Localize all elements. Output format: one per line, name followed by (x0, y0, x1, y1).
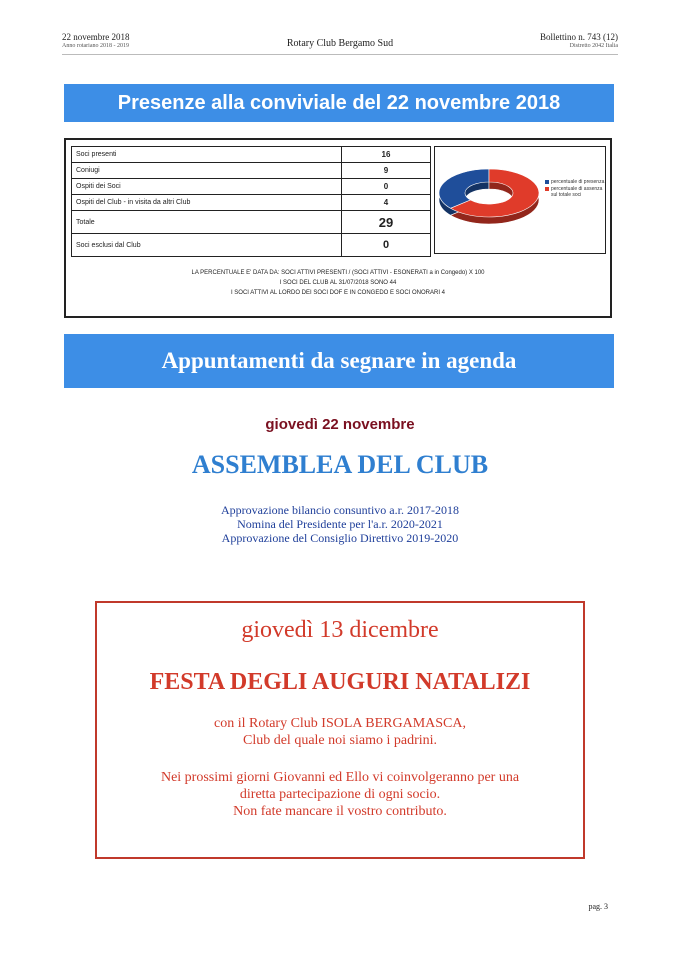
row-label: Ospiti del Club - in visita da altri Club (72, 195, 342, 211)
header-date: 22 novembre 2018 (62, 32, 130, 42)
event1-title: ASSEMBLEA DEL CLUB (191, 450, 489, 479)
row-label: Coniugi (72, 163, 342, 179)
chart-legend (545, 179, 605, 199)
row-label: Ospiti dei Soci (72, 179, 342, 195)
event2-line: con il Rotary Club ISOLA BERGAMASCA, (213, 716, 466, 731)
event1-line: Approvazione bilancio consuntivo a.r. 2017-2018 (221, 503, 459, 517)
table-row (72, 211, 431, 234)
row-value: 9 (342, 163, 431, 179)
event1-line: Nomina del Presidente per l'a.r. 2020-2021 (237, 517, 443, 531)
event1-details (0, 503, 680, 545)
note-line: I SOCI ATTIVI AL LORDO DEI SOCI DOF E IN CONGEDO E SOCI ONORARI 4 (230, 290, 446, 296)
donut-chart (437, 153, 545, 245)
legend-swatch (545, 187, 549, 191)
event1-line: Approvazione del Consiglio Direttivo 2019-2020 (221, 531, 459, 545)
row-value: 0 (342, 179, 431, 195)
header-subline: Anno rotariano 2018 - 2019 (62, 43, 129, 49)
header-bulletin-sub: Distretto 2042 Italia (569, 43, 618, 49)
event2-box (95, 601, 585, 859)
row-label: Soci presenti (72, 147, 342, 163)
row-value: 4 (342, 195, 431, 211)
event2-line: diretta partecipazione di ogni socio. (239, 787, 441, 802)
event2-notes (97, 769, 583, 820)
row-label: Totale (72, 211, 342, 234)
header-bulletin: Bollettino n. 743 (12) (540, 32, 618, 42)
legend-swatch (545, 180, 549, 184)
table-row (72, 163, 431, 179)
attendance-panel (64, 138, 612, 318)
attendance-title: Presenze alla conviviale del 22 novembre 2018 (64, 84, 614, 122)
row-value: 16 (342, 147, 431, 163)
header-club: Rotary Club Bergamo Sud (286, 38, 394, 49)
event2-line: Club del quale noi siamo i padrini. (242, 733, 438, 748)
note-line: LA PERCENTUALE E' DATA DA: SOCI ATTIVI PRESENTI / (SOCI ATTIVI - ESONERATI a in Congedo) X 100 (191, 270, 485, 276)
event2-line: Nei prossimi giorni Giovanni ed Ello vi coinvolgeranno per una (160, 770, 520, 785)
legend-label: percentuale di presenza (551, 179, 605, 185)
event2-title: FESTA DEGLI AUGURI NATALIZI (149, 669, 531, 695)
table-row (72, 234, 431, 257)
agenda-title: Appuntamenti da segnare in agenda (64, 334, 614, 388)
event2-line: Non fate mancare il vostro contributo. (233, 804, 447, 819)
row-value: 0 (342, 234, 431, 257)
attendance-table (71, 146, 431, 257)
page-number: pag. 3 (588, 902, 608, 911)
page-header (62, 30, 618, 55)
row-label: Soci esclusi dal Club (72, 234, 342, 257)
attendance-note (66, 268, 610, 298)
table-row (72, 179, 431, 195)
table-row (72, 195, 431, 211)
event2-date: giovedì 13 dicembre (241, 617, 439, 643)
row-value: 29 (342, 211, 431, 234)
legend-item (545, 186, 605, 199)
event2-details (97, 715, 583, 749)
event1-date: giovedì 22 novembre (265, 416, 415, 433)
attendance-chart (434, 146, 606, 254)
legend-label: percentuale di assenza sul totale soci (551, 185, 603, 198)
table-row (72, 147, 431, 163)
note-line: I SOCI DEL CLUB AL 31/07/2018 SONO 44 (279, 280, 397, 286)
